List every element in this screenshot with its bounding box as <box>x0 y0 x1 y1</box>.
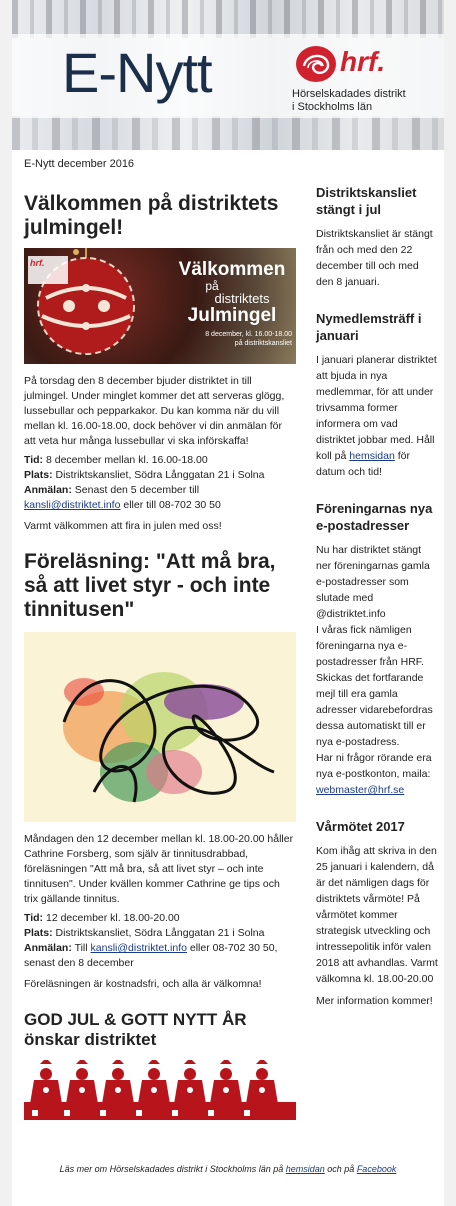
issue-date: E-Nytt december 2016 <box>24 158 135 170</box>
article1-anmalan <box>24 483 296 513</box>
kansli-email-link[interactable]: kansli@distriktet.info <box>24 499 121 511</box>
article1-title: Välkommen på distriktets julmingel! <box>24 192 279 239</box>
image-line5: 8 december, kl. 16.00-18.00 <box>205 331 292 338</box>
article1-plats <box>24 468 296 483</box>
anmalan-label: Anmälan: <box>24 942 72 954</box>
image-line6: på distriktskansliet <box>234 340 292 347</box>
julmingel-image <box>24 248 296 364</box>
tid-label: Tid: <box>24 912 44 924</box>
s2-text: I januari planerar distriktet att bjuda in nya medlemmar, för att under trivsamma former informera om vad distriktet jobbar med. Håll koll på <box>316 354 437 462</box>
image-logo-text: hrf. <box>30 258 45 268</box>
sidebar-s3-title: Föreningarnas nya e-postadresser <box>316 501 433 533</box>
webmaster-email-link[interactable]: webmaster@hrf.se <box>316 784 405 796</box>
image-caption <box>172 260 292 348</box>
anmalan-value: Senast den 5 december till <box>71 484 200 496</box>
s3-text3: Har ni frågor rörande era nya e-postkonton, maila: <box>316 752 432 780</box>
footer <box>24 1164 432 1174</box>
hemsidan-link[interactable]: hemsidan <box>349 450 395 462</box>
tinnitus-artwork-image <box>24 632 296 822</box>
sidebar-s1-title: Distriktskansliet stängt i jul <box>316 185 417 217</box>
sidebar-s3-body3 <box>316 750 438 798</box>
header-banner <box>12 0 444 150</box>
plats-label: Plats: <box>24 927 53 939</box>
sidebar-s2-title: Nymedlemsträff i januari <box>316 311 422 343</box>
sidebar-s4-body2: Mer information kommer! <box>316 995 433 1007</box>
image-line4: Julmingel <box>187 305 277 326</box>
anmalan-phone: eller 08-702 30 50, senast den 8 december <box>24 942 278 969</box>
anmalan-phone: eller till 08-702 30 50 <box>120 499 221 511</box>
plats-value: Distriktskansliet, Södra Långgatan 21 i Solna <box>52 927 265 939</box>
image-logo <box>28 256 68 284</box>
footer-facebook-link[interactable]: Facebook <box>356 1164 397 1174</box>
article2-plats <box>24 926 296 941</box>
article2-anmalan <box>24 941 296 971</box>
anmalan-label: Anmälan: <box>24 484 72 496</box>
tid-label: Tid: <box>24 454 44 466</box>
sidebar-s3-body2: I våras fick nämligen föreningarna nya e-postadresser från HRF. Skickas det fortfarande mejl till era gamla adresser vidarebefordras dessa automatiskt till er nya e-postadress. <box>316 624 433 748</box>
sidebar <box>316 184 438 1009</box>
sidebar-s4-title: Vårmötet 2017 <box>316 819 405 834</box>
article2-title: Föreläsning: "Att må bra, så att livet styr - och inte tinnitusen" <box>24 550 276 621</box>
org-line1: Hörselskadades distrikt <box>292 88 406 100</box>
sidebar-s3-body: Nu har distriktet stängt ner föreningarnas gamla e-postadresser som slutade med @distriktet.info <box>316 544 430 620</box>
article2-body: Måndagen den 12 december mellan kl. 18.00-20.00 håller Cathrine Forsberg, som själv är tinnitusdrabbad, föreläsningen "Att må bra, så att livet styr – och inte tinnitusen". Under kvällen kommer Cathrine ge tips och trix gällande tinnitus. <box>24 833 294 905</box>
s2-text2: för datum och tid! <box>316 450 410 478</box>
sidebar-s1-body: Distriktskansliet är stängt från och med den 22 december till och med den 8 januari. <box>316 228 433 288</box>
article1-tid <box>24 453 296 468</box>
image-line2: på <box>205 279 219 293</box>
org-line2: i Stockholms län <box>292 101 373 113</box>
image-line1: Välkommen <box>178 259 286 280</box>
plats-value: Distriktskansliet, Södra Långgatan 21 i Solna <box>52 469 265 481</box>
footer-text: Läs mer om Hörselskadades distrikt i Stockholms län på <box>59 1164 286 1174</box>
greeting-line2: önskar distriktet <box>24 1030 157 1049</box>
newsletter-title: E-Nytt <box>62 41 212 104</box>
footer-text-mid: och på <box>324 1164 357 1174</box>
main-column <box>24 192 296 1135</box>
footer-hemsidan-link[interactable]: hemsidan <box>285 1164 325 1174</box>
anmalan-value: Till <box>71 942 91 954</box>
sidebar-s4-body: Kom ihåg att skriva in den 25 januari i kalendern, då är det nämligen dags för distriktets vårmöte! På vårmötet kommer strategisk utveckling och intressepolitik inför valen 2018 att avhandlas. Varmt välkomna kl. 18.00-20.00 <box>316 845 438 985</box>
banner-crowd-bottom <box>12 116 444 150</box>
banner-crowd-top <box>12 0 444 38</box>
papercut-figures-icon <box>24 1060 296 1130</box>
abstract-art-icon <box>24 632 296 822</box>
sidebar-s2-body <box>316 352 438 480</box>
article2-closing: Föreläsningen är kostnadsfri, och alla är välkomna! <box>24 978 262 990</box>
article1-closing: Varmt välkommen att fira in julen med oss! <box>24 520 222 532</box>
org-name <box>292 88 406 114</box>
greeting-line1: GOD JUL & GOTT NYTT ÅR <box>24 1010 247 1029</box>
tid-value: 12 december kl. 18.00-20.00 <box>43 912 180 924</box>
image-line3: distriktets <box>214 291 270 306</box>
tid-value: 8 december mellan kl. 16.00-18.00 <box>43 454 208 466</box>
hrf-logo-text: hrf. <box>340 46 386 77</box>
kansli-email-link[interactable]: kansli@distriktet.info <box>90 942 187 954</box>
plats-label: Plats: <box>24 469 53 481</box>
article1-body: På torsdag den 8 december bjuder distriktet in till julmingel. Under minglet kommer det att serveras glögg, lussebullar och pepparkakor. Du kan komma när du vill mellan kl. 16.00-18.00, dock behöver vi din anmälan för att veta hur många lussebullar vi ska införskaffa! <box>24 375 285 447</box>
article2-tid <box>24 911 296 926</box>
hrf-logo-icon <box>294 44 338 84</box>
